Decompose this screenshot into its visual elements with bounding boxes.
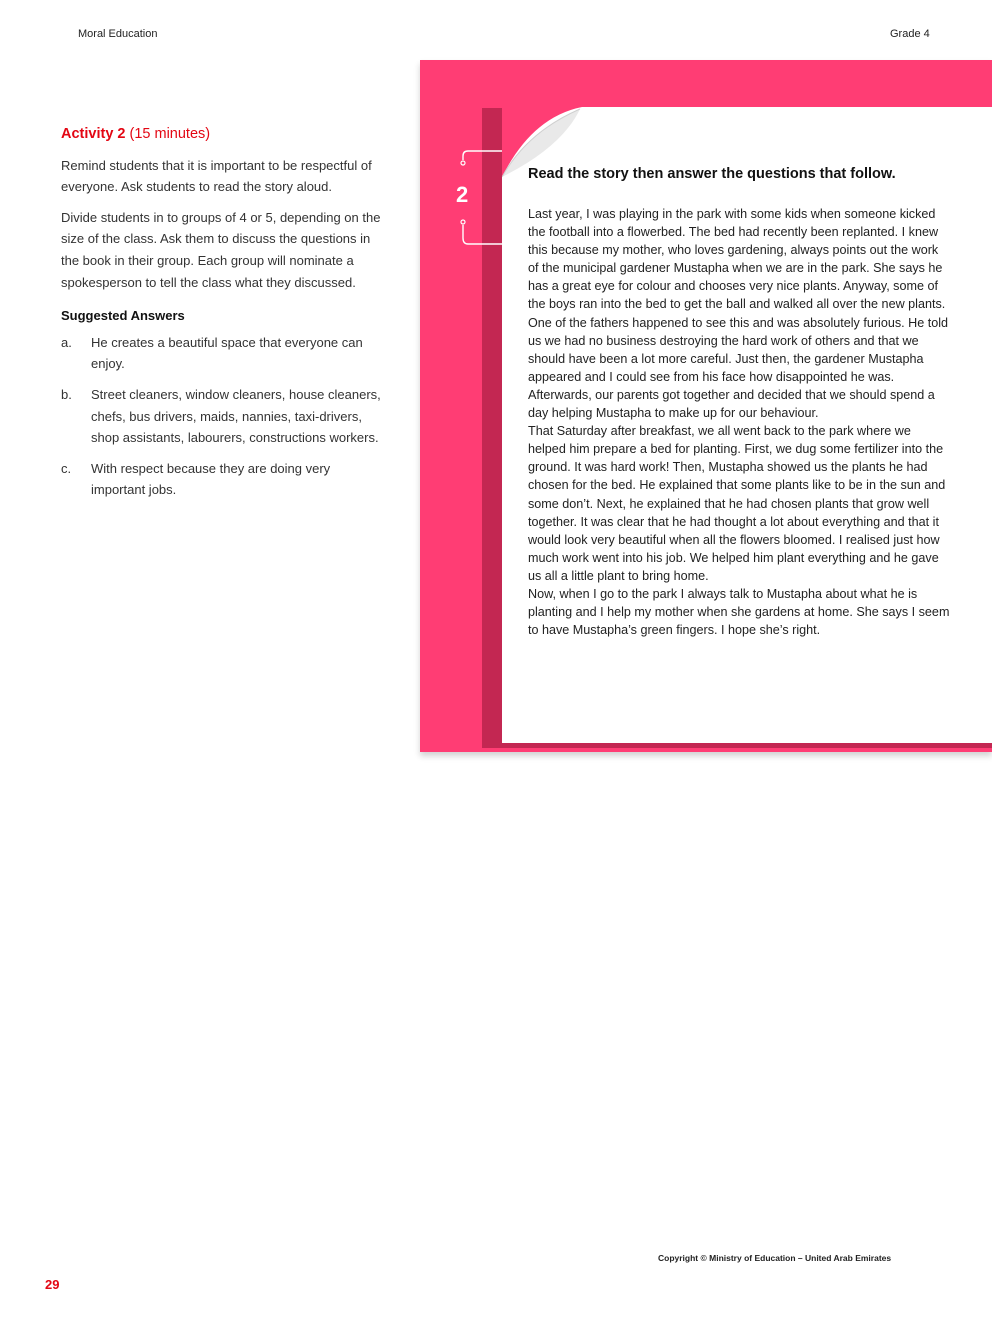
story-paragraph: Last year, I was playing in the park with some kids when someone kicked the football into a flowerbed. The bed had recently been replanted. I knew this because my mother, who loves gardening, always points out the work of the municipal gardener Mustapha when we are in the park. She says he has a great eye for colour and chooses very nice plants. Anyway, some of the boys ran into the bed to get the ball and walked all over the new plants. One of the fathers happened to see this and was absolutely furious. He told us we had no business destroying the hard work of others and that we should have been a lot more careful. Just then, the gardener Mustapha appeared and I could see from his face how disappointed he was. Afterwards, our parents got together and decided that we should spend a day helping Mustapha to make up for our behaviour. — [528, 207, 949, 421]
instruction-paragraph: Divide students in to groups of 4 or 5, depending on the size of the class. Ask them to discuss the questions in the book in their group. Each group will nominate a spokesperson to tell the class what they discussed. — [61, 209, 381, 290]
answer-item — [61, 332, 381, 375]
story-paragraph: Now, when I go to the park I always talk to Mustapha about what he is planting and I help my mother when she gardens at home. She says I seem to have Mustapha’s green fingers. I hope she’s right. — [528, 586, 950, 638]
story-text — [528, 205, 952, 639]
header-subject: Moral Education — [78, 28, 158, 40]
activity-title: Activity 2 — [61, 126, 126, 142]
activity-heading — [61, 124, 381, 146]
answer-text: He creates a beautiful space that everyone can enjoy. — [91, 334, 363, 372]
answer-text: Street cleaners, window cleaners, house cleaners, chefs, bus drivers, maids, nannies, taxi-drivers, shop assistants, labourers, constructions workers. — [91, 386, 381, 446]
teacher-notes — [61, 124, 381, 510]
activity-duration: (15 minutes) — [129, 126, 211, 142]
activity-number: 2 — [456, 182, 469, 207]
story-instruction: Read the story then answer the questions that follow. — [528, 166, 896, 182]
answer-letter: c. — [61, 460, 72, 476]
copyright-notice: Copyright © Ministry of Education – United Arab Emirates — [658, 1253, 892, 1263]
answer-item — [61, 384, 381, 449]
answer-item — [61, 458, 381, 501]
answer-text: With respect because they are doing very important jobs. — [91, 460, 331, 498]
answers-heading: Suggested Answers — [61, 308, 185, 324]
answer-letter: a. — [61, 334, 72, 350]
story-paragraph: That Saturday after breakfast, we all went back to the park where we helped him prepare a bed for planting. First, we dug some fertilizer into the ground. It was hard work! Then, Mustapha showed us the plants he had chosen for the bed. He explained that some plants like to be in the sun and some don’t. Next, he explained that he had chosen plants that grow well together. It was clear that he had thought a lot about everything and that it would look very beautiful when all the flowers bloomed. I realised just how much work went into his job. We helped him plant everything and he gave us all a little plant to bring home. — [528, 424, 946, 583]
instruction-paragraph: Remind students that it is important to be respectful of everyone. Ask students to read the story aloud. — [61, 157, 372, 195]
story-panel — [420, 60, 992, 752]
answer-letter: b. — [61, 386, 72, 402]
page-number: 29 — [45, 1277, 60, 1292]
header-grade: Grade 4 — [890, 28, 930, 40]
